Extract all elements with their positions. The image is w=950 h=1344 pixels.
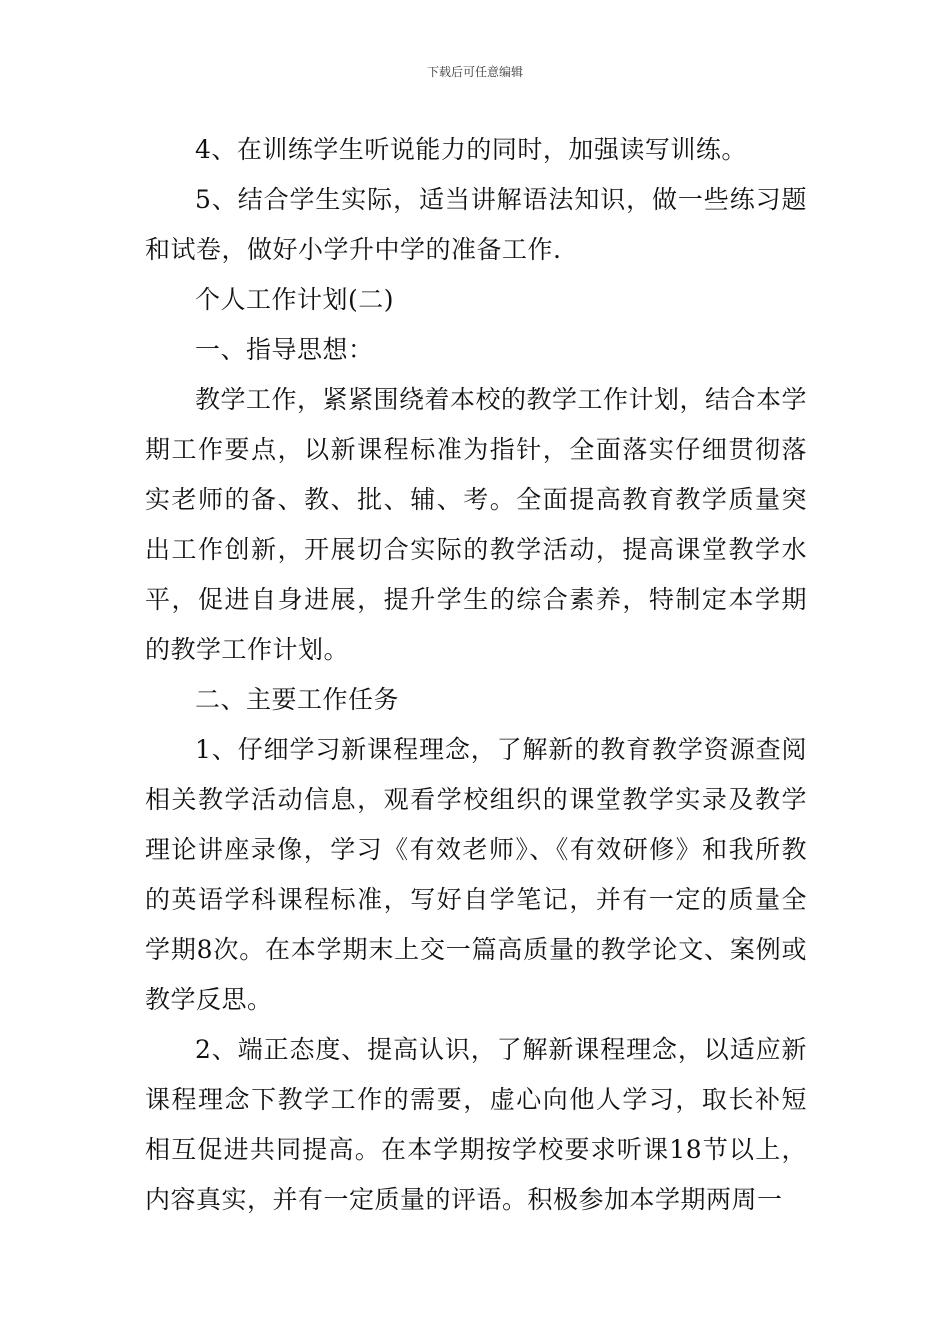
section-title: 个人工作计划(二): [195, 285, 395, 314]
paragraph-item-4: 4、在训练学生听说能力的同时，加强读写训练。: [195, 135, 747, 164]
document-body: [145, 125, 807, 1225]
heading-main-tasks: 二、主要工作任务: [195, 685, 400, 714]
heading-guiding-ideology: 一、指导思想：: [195, 335, 374, 364]
paragraph-guiding-ideology: 教学工作，紧紧围绕着本校的教学工作计划，结合本学期工作要点，以新课程标准为指针，全面落实仔细贯彻落实老师的备、教、批、辅、考。全面提高教育教学质量突出工作创新，开展切合实际的教学活动，提高课堂教学水平，促进自身进展，提升学生的综合素养，特制定本学期的教学工作计划。: [145, 385, 808, 664]
paragraph-item-5: 5、结合学生实际，适当讲解语法知识，做一些练习题和试卷，做好小学升中学的准备工作.: [145, 185, 807, 264]
paragraph-task-1: 1、仔细学习新课程理念，了解新的教育教学资源查阅相关教学活动信息，观看学校组织的课堂教学实录及教学理论讲座录像，学习《有效老师》、《有效研修》和我所教的英语学科课程标准，写好自学笔记，并有一定的质量全学期8次。在本学期末上交一篇高质量的教学论文、案例或教学反思。: [145, 735, 807, 1014]
page-header-note: 下载后可任意编辑: [426, 65, 523, 79]
paragraph-task-2: 2、端正态度、提高认识，了解新课程理念，以适应新课程理念下教学工作的需要，虚心向他人学习，取长补短相互促进共同提高。在本学期按学校要求听课18节以上，内容真实，并有一定质量的评语。积极参加本学期两周一: [145, 1035, 807, 1214]
